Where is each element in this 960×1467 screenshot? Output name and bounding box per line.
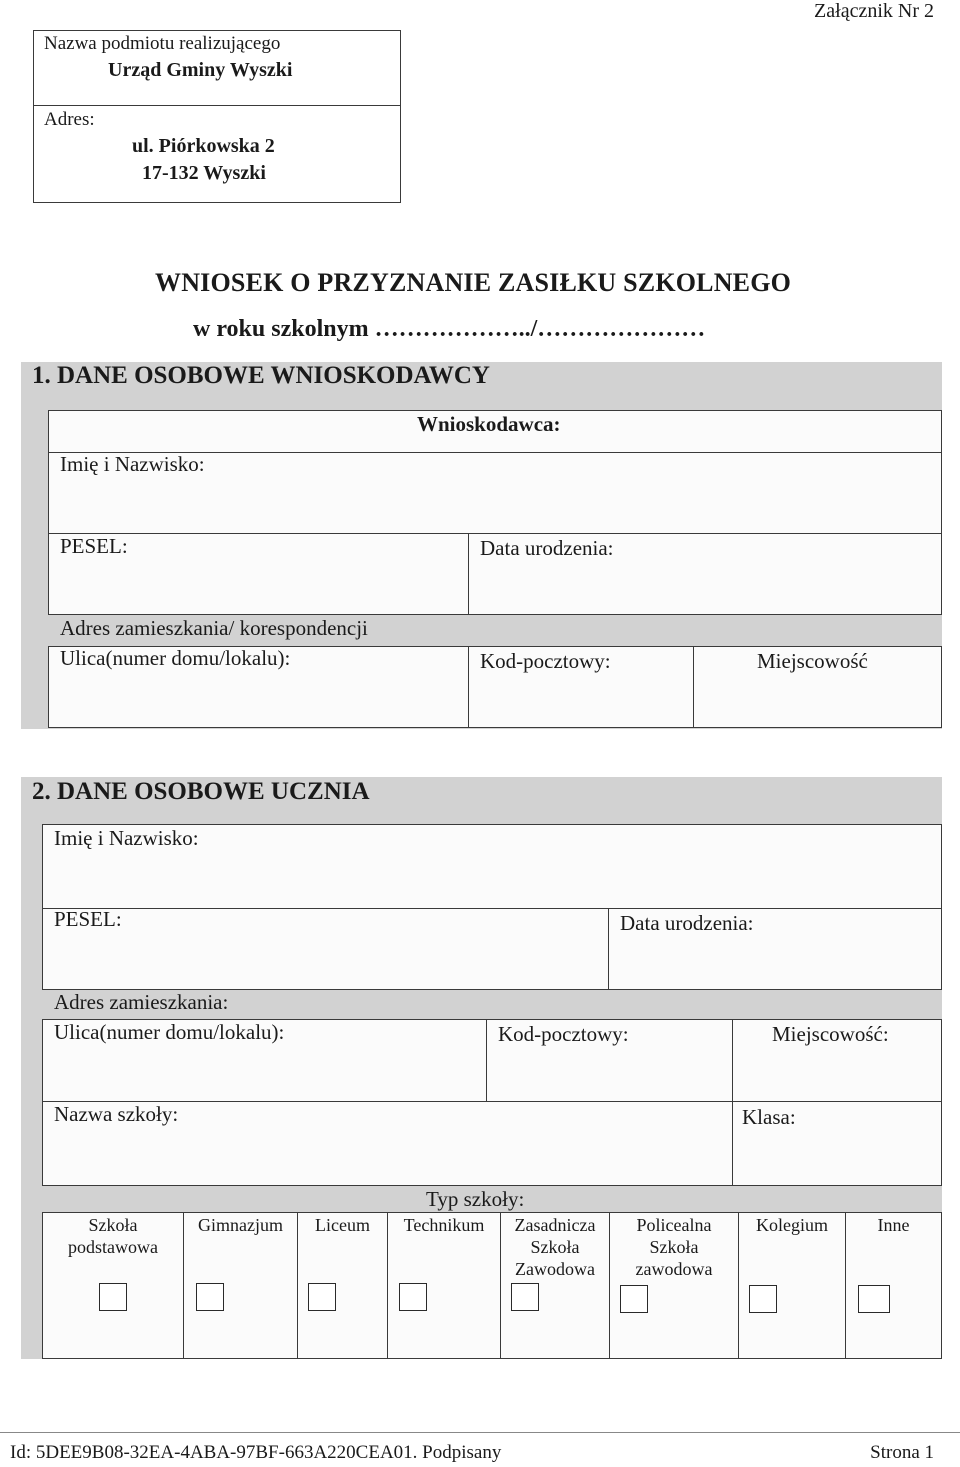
applicant-address-header: Adres zamieszkania/ korespondencji [60,616,368,640]
school-type-col-8 [845,1212,942,1359]
school-name-label: Nazwa szkoły: [54,1102,179,1126]
applicant-city-label: Miejscowość [757,649,868,673]
institution-box [33,30,401,203]
school-type-6-line1: Policealna [636,1215,712,1235]
school-type-2-checkbox[interactable] [196,1283,224,1311]
applicant-header: Wnioskodawca: [417,412,561,436]
school-type-4-line1: Technikum [403,1215,485,1235]
school-type-5-line1: Zasadnicza [514,1215,596,1235]
student-dob-label: Data urodzenia: [620,911,754,935]
school-type-7-checkbox[interactable] [749,1285,777,1313]
applicant-postal-label: Kod-pocztowy: [480,649,611,673]
class-label: Klasa: [742,1105,796,1129]
school-type-2-line1: Gimnazjum [198,1215,283,1235]
attachment-label: Załącznik Nr 2 [814,0,934,22]
school-type-1-checkbox[interactable] [99,1283,127,1311]
school-type-8-checkbox[interactable] [858,1285,890,1313]
section2-header: 2. DANE OSOBOWE UCZNIA [32,778,370,805]
school-type-7-line1: Kolegium [756,1215,828,1235]
institution-city: 17-132 Wyszki [142,162,266,184]
student-pesel-field[interactable] [42,908,609,990]
student-name-label: Imię i Nazwisko: [54,826,199,850]
school-type-4-checkbox[interactable] [399,1283,427,1311]
form-title: WNIOSEK O PRZYZNANIE ZASIŁKU SZKOLNEGO [155,268,792,297]
form-subtitle: w roku szkolnym ………………../………………… [193,316,706,342]
student-city-label: Miejscowość: [772,1022,889,1046]
school-type-col-5 [500,1212,610,1359]
school-type-8-line1: Inne [877,1215,910,1235]
applicant-name-label: Imię i Nazwisko: [60,452,205,476]
school-type-col-2 [183,1212,298,1359]
student-street-label: Ulica(numer domu/lokalu): [54,1020,285,1044]
school-type-5-line3: Zawodowa [515,1259,595,1279]
school-type-col-1 [42,1212,184,1359]
school-type-5-line2: Szkoła [530,1237,580,1257]
school-type-header: Typ szkoły: [426,1187,525,1211]
section1-header: 1. DANE OSOBOWE WNIOSKODAWCY [32,362,490,389]
footer-page: Strona 1 [870,1442,934,1463]
school-type-5-checkbox[interactable] [511,1283,539,1311]
student-pesel-label: PESEL: [54,907,122,931]
student-postal-label: Kod-pocztowy: [498,1022,629,1046]
school-type-3-checkbox[interactable] [308,1283,336,1311]
institution-name: Urząd Gminy Wyszki [108,59,293,81]
footer-divider [0,1432,960,1433]
applicant-street-label: Ulica(numer domu/lokalu): [60,646,291,670]
footer-id: Id: 5DEE9B08-32EA-4ABA-97BF-663A220CEA01. Podpisany [10,1442,502,1463]
institution-name-label: Nazwa podmiotu realizującego [44,33,281,54]
institution-address-label: Adres: [44,109,95,130]
applicant-pesel-label: PESEL: [60,534,128,558]
school-type-6-checkbox[interactable] [620,1285,648,1313]
institution-street: ul. Piórkowska 2 [132,135,275,157]
school-type-6-line3: zawodowa [635,1259,713,1279]
school-type-3-line1: Liceum [315,1215,370,1235]
school-type-col-7 [738,1212,846,1359]
school-type-1-line2: podstawowa [68,1237,158,1257]
student-address-header: Adres zamieszkania: [54,990,229,1014]
school-type-col-3 [297,1212,388,1359]
school-type-col-4 [387,1212,501,1359]
school-type-1-line1: Szkoła [88,1215,138,1235]
school-type-col-6 [609,1212,739,1359]
school-type-6-line2: Szkoła [649,1237,699,1257]
applicant-dob-label: Data urodzenia: [480,536,614,560]
